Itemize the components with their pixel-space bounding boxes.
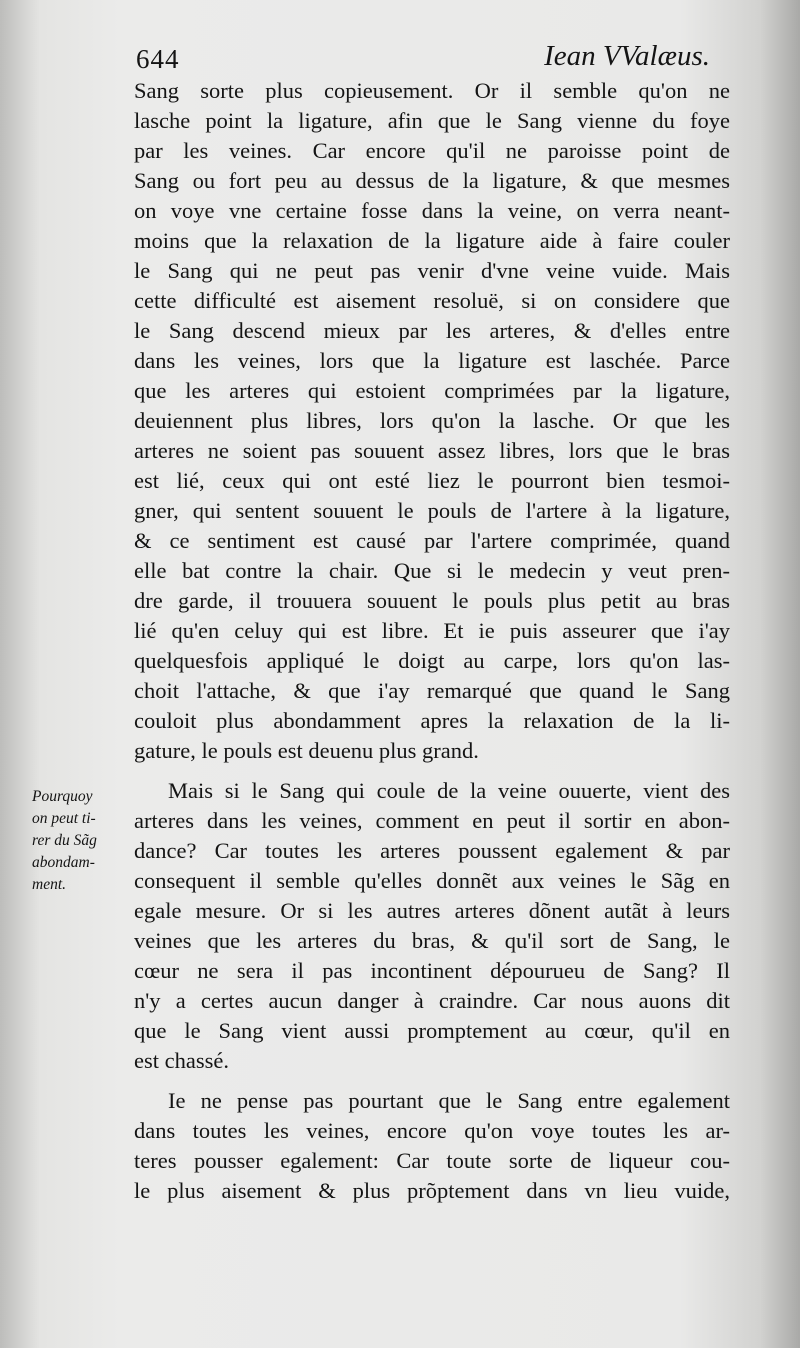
marginal-note-line: on peut ti- — [32, 810, 96, 827]
text-line: elle bat contre la chair. Que si le medecin y veut pren- — [134, 558, 730, 583]
text-line: que le Sang vient aussi promptement au cœur, qu'il en — [134, 1018, 730, 1043]
paragraph — [134, 776, 730, 1076]
text-line: teres pousser egalement: Car toute sorte de liqueur cou- — [134, 1148, 730, 1173]
text-line: dans toutes les veines, encore qu'on voye toutes les ar- — [134, 1118, 730, 1143]
text-line: lasche point la ligature, afin que le Sang vienne du foye — [134, 108, 730, 133]
page-header — [130, 40, 740, 76]
text-line: dans les veines, lors que la ligature est laschée. Parce — [134, 348, 730, 373]
text-line: cette difficulté est aisement resoluë, si on considere que — [134, 288, 730, 313]
marginal-note — [32, 786, 132, 896]
paragraph — [134, 1086, 730, 1206]
text-line: deuiennent plus libres, lors qu'on la lasche. Or que les — [134, 408, 730, 433]
text-line: Mais si le Sang qui coule de la veine ouuerte, vient des — [168, 778, 730, 803]
text-line: quelquesfois appliqué le doigt au carpe, lors qu'on las- — [134, 648, 730, 673]
marginal-note-line: rer du Sãg — [32, 832, 97, 849]
text-line: veines que les arteres du bras, & qu'il sort de Sang, le — [134, 928, 730, 953]
text-line: Ie ne pense pas pourtant que le Sang entre egalement — [168, 1088, 730, 1113]
text-line: gature, le pouls est deuenu plus grand. — [134, 738, 479, 763]
text-line: dre garde, il trouuera souuent le pouls plus petit au bras — [134, 588, 730, 613]
paragraph-gap — [134, 1076, 730, 1086]
text-line: moins que la relaxation de la ligature aide à faire couler — [134, 228, 730, 253]
paragraph-gap — [134, 766, 730, 776]
text-line: dance? Car toutes les arteres poussent egalement & par — [134, 838, 730, 863]
text-line: & ce sentiment est causé par l'artere comprimée, quand — [134, 528, 730, 553]
text-line: Sang sorte plus copieusement. Or il semble qu'on ne — [134, 78, 730, 103]
body-text — [134, 76, 730, 1206]
text-line: par les veines. Car encore qu'il ne paroisse point de — [134, 138, 730, 163]
text-line: que les arteres qui estoient comprimées par la ligature, — [134, 378, 730, 403]
text-line: gner, qui sentent souuent le pouls de l'artere à la ligature, — [134, 498, 730, 523]
running-head: Iean VValæus. — [544, 40, 710, 72]
text-line: est chassé. — [134, 1048, 229, 1073]
page-number: 644 — [136, 44, 180, 74]
marginal-note-line: Pourquoy — [32, 788, 93, 805]
text-line: on voye vne certaine fosse dans la veine, on verra neant- — [134, 198, 730, 223]
text-line: choit l'attache, & que i'ay remarqué que quand le Sang — [134, 678, 730, 703]
text-line: lié qu'en celuy qui est libre. Et ie puis asseurer que i'ay — [134, 618, 730, 643]
text-line: arteres dans les veines, comment en peut il sortir en abon- — [134, 808, 730, 833]
text-line: est lié, ceux qui ont esté liez le pourront bien tesmoi- — [134, 468, 730, 493]
marginal-note-line: abondam- — [32, 854, 95, 871]
text-line: n'y a certes aucun danger à craindre. Car nous auons dit — [134, 988, 730, 1013]
paragraph — [134, 76, 730, 766]
text-line: couloit plus abondamment apres la relaxation de la li- — [134, 708, 730, 733]
text-line: Sang ou fort peu au dessus de la ligature, & que mesmes — [134, 168, 730, 193]
text-line: consequent il semble qu'elles donnẽt aux veines le Sãg en — [134, 868, 730, 893]
text-line: le Sang descend mieux par les arteres, & d'elles entre — [134, 318, 730, 343]
text-line: arteres ne soient pas souuent assez libres, lors que le bras — [134, 438, 730, 463]
marginal-note-line: ment. — [32, 876, 67, 893]
text-line: le Sang qui ne peut pas venir d'vne veine vuide. Mais — [134, 258, 730, 283]
text-line: egale mesure. Or si les autres arteres dõnent autãt à leurs — [134, 898, 730, 923]
text-line: cœur ne sera il pas incontinent dépourueu de Sang? Il — [134, 958, 730, 983]
text-line: le plus aisement & plus prõptement dans vn lieu vuide, — [134, 1178, 730, 1203]
